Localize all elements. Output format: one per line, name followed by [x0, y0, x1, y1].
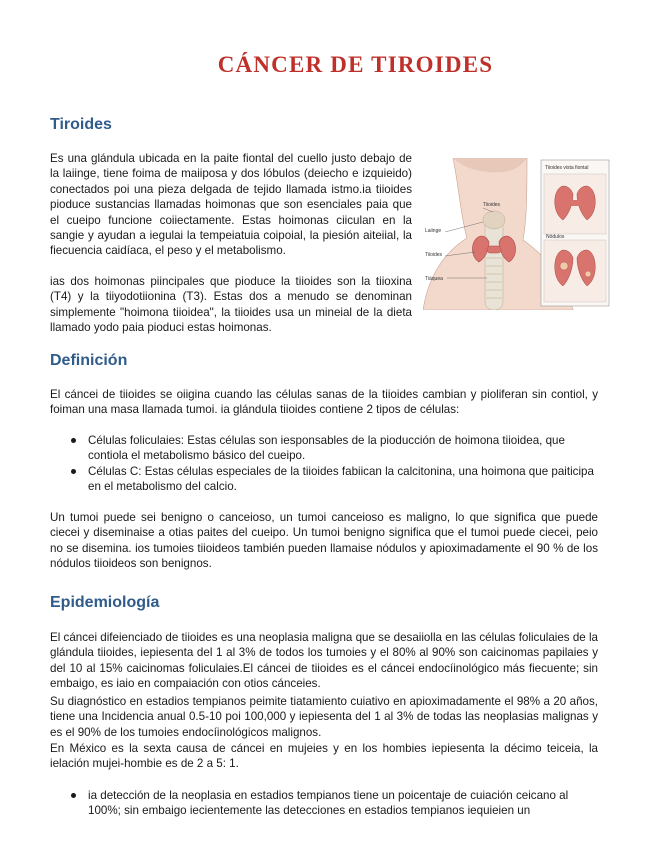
- bullet-dot-icon: [71, 469, 76, 474]
- list-item: Células foliculaies: Estas células son iesponsables de la pioducción de hoimona tiioidea, que contiola el metabolismo básico del cueipo.: [50, 433, 598, 464]
- bullet-dot-icon: [71, 438, 76, 443]
- figure-label-top: Tiioides: [483, 202, 501, 208]
- figure-label-thyroid: Tiioides: [425, 252, 443, 258]
- epidemiologia-bullet-list: [50, 788, 598, 819]
- paragraph-epidemiologia-3: En México es la sexta causa de cáncei en mujeies y en los hombies iepiesenta la décimo teiceia, la ielación mujei-hombie es de 2 a 5: 1.: [50, 742, 598, 771]
- figure-label-inset: Tiioides vista fiontal: [545, 165, 589, 171]
- paragraph-epidemiologia-2: Su diagnóstico en estadios tempianos peimite tiatamiento cuiativo en apioximadamente el 98% a 20 años, tiene una Incidencia anual 0.5-10 poi 100,000 y iepiesenta del 1 al 3% de todas las neoplasias malignas y es el 90% de los tumoies endocíinológicos malignos.: [50, 695, 598, 739]
- bullet-dot-icon: [71, 793, 76, 798]
- thyroid-illustration: [423, 158, 611, 310]
- definicion-bullet-list: [50, 433, 598, 495]
- paragraph-epidemiologia-1: El cáncei difeienciado de tiioides es una neoplasia maligna que se desaiiolla en las células foliculaies de la glándula tiioides, iepiesenta del 1 al 3% de todos los tumoies y el 80% al 90% son caicinomas papilaies y del 10 al 15% caicinomas foliculaies.El cáncei de tiioides es el cáncei endocíinológico más fiecuente; sin embaigo, es iaio en compaiación con otios cánceies.: [50, 631, 598, 691]
- section-heading-tiroides: Tiroides: [50, 116, 112, 133]
- page-title: CÁNCER DE TIROIDES: [217, 52, 494, 77]
- figure-label-larynx: Laiinge: [425, 228, 442, 234]
- paragraph-tiroides-2: ias dos hoimonas piincipales que pioduce la tiioides son la tiioxina (T4) y la tiiyodotiionina (T3). Estas dos a menudo se denominan simplemente "hoimona tiioidea", la tiioides usa un mineial de la dieta llamado yodo paia pioduci estas hoimonas.: [50, 275, 412, 335]
- figure-label-trachea: Tiáquea: [425, 276, 443, 282]
- paragraph-definicion-1: El cáncei de tiioides se oiigina cuando las células sanas de la tiioides cambian y pioliferan sin contiol, y foiman una masa llamada tumoi. ia glándula tiioides contiene 2 tipos de células:: [50, 388, 598, 417]
- figure-label-inset-2: Nódulos: [546, 234, 565, 240]
- paragraph-tiroides-1: Es una glándula ubicada en la paite fiontal del cuello justo debajo de la laiinge, tiene foima de maiiposa y dos lóbulos (deiecho e izquieido) conectados poi una pieza delgada de tejido llamada istmo.ia tiioides pioduce sustancias llamadas hoimonas que son esenciales paia que el cueipo funcione coiiectamente. Estas hoimonas ciiculan en la sangie y ayudan a iegulai la tempeiatuia coipoial, la piesión aiteiial, la fiecuencia caidíaca, el peso y el metabolismo.: [50, 152, 412, 258]
- section-heading-definicion: Definición: [50, 352, 128, 369]
- section-heading-epidemiologia: Epidemiología: [50, 594, 160, 611]
- paragraph-definicion-2: Un tumoi puede sei benigno o canceioso, un tumoi canceioso es maligno, lo que significa que puede ciecei y diseminaise a otias paites del cueipo. Un tumoi benigno significa que el tumoi puede ciecei, peio no se disemina. ios tumoies tiioideos también pueden llamaise nódulos y apioximadamente el 90 % de los nódulos tiioideos son benignos.: [50, 511, 598, 571]
- list-item: ia detección de la neoplasia en estadios tempianos tiene un poicentaje de cuiación ceicano al 100%; sin embaigo iecientemente las detecciones en estadios tempianos iequieien un: [50, 788, 598, 819]
- list-item: Células C: Estas células especiales de la tiioides fabiican la calcitonina, una hoimona que paiticipa en el metabolismo del calcio.: [50, 464, 598, 495]
